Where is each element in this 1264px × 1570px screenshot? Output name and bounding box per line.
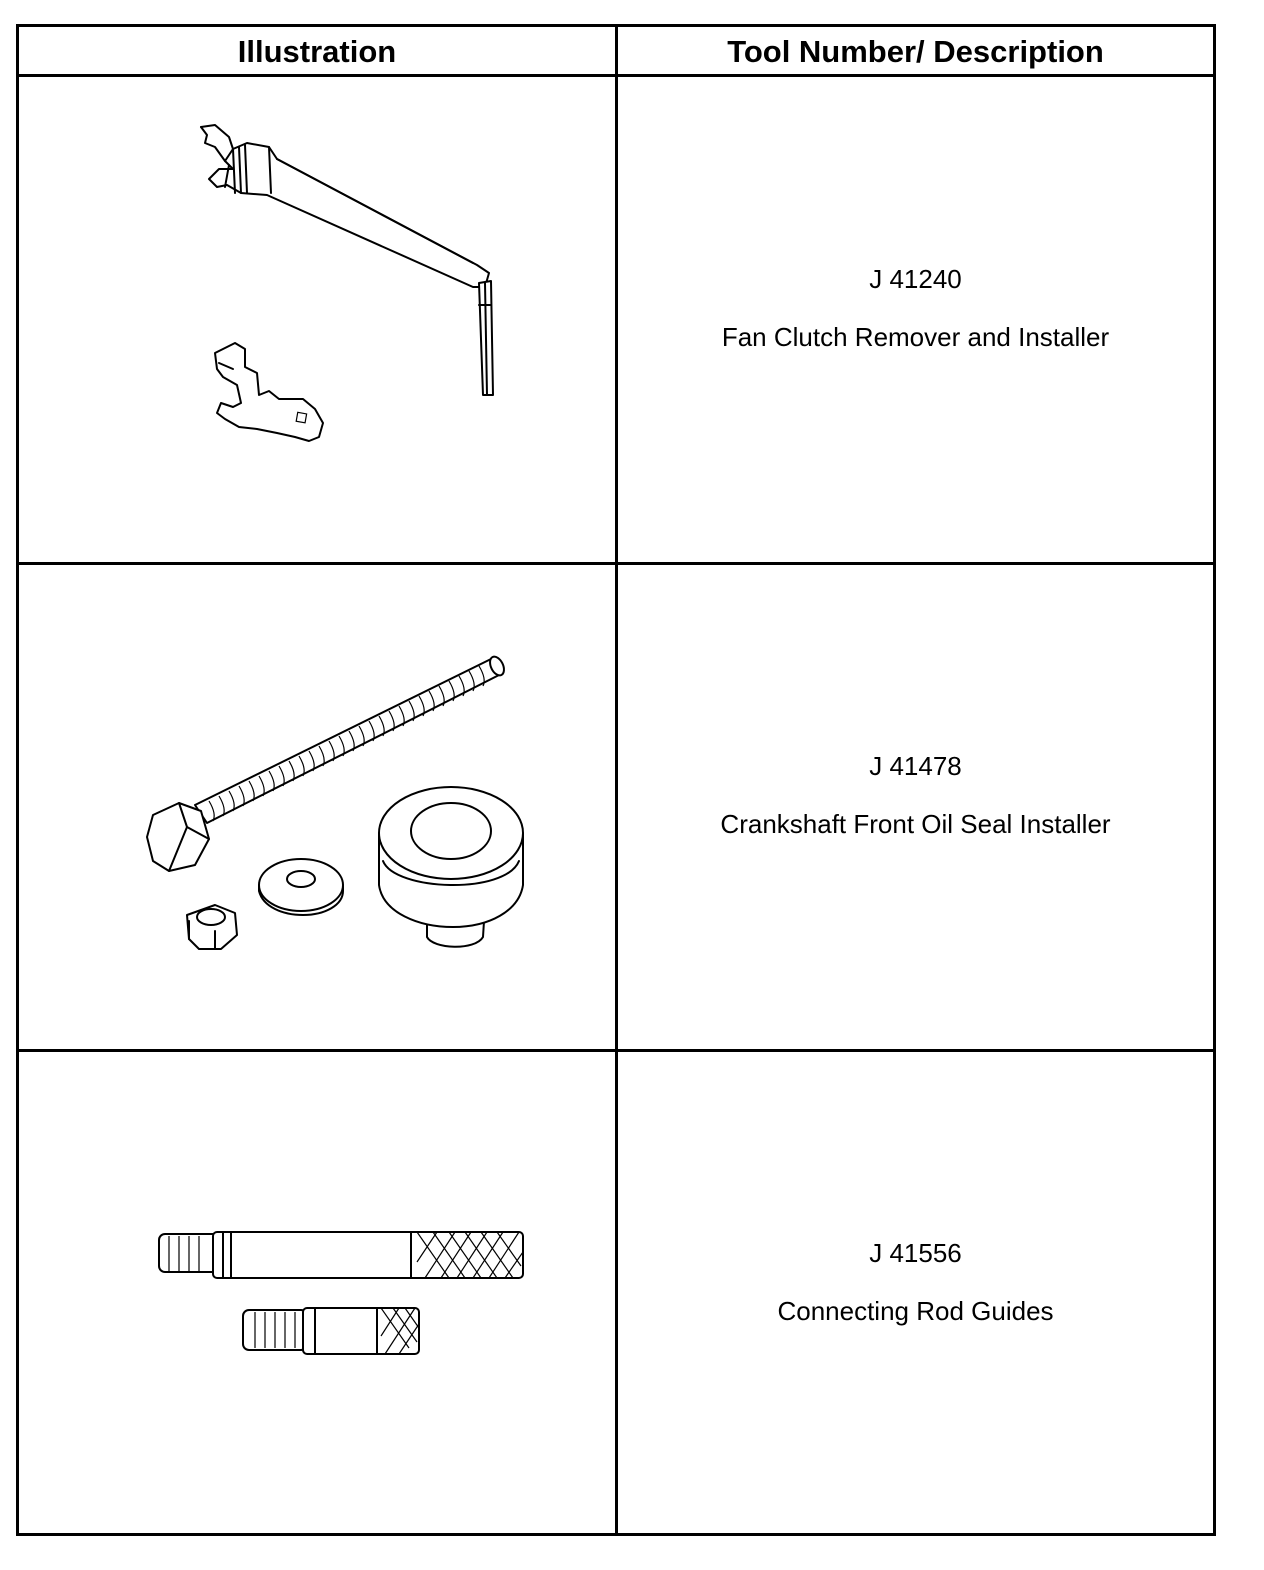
tool-row-1 [618, 77, 1213, 562]
header-illustration: Illustration [237, 34, 397, 69]
tool-table [16, 24, 1216, 1536]
tool-number: J 41240 [869, 264, 962, 294]
oil-seal-installer-illustration [19, 565, 615, 1049]
header-tool-description: Tool Number/ Description [727, 34, 1104, 69]
tool-description: Crankshaft Front Oil Seal Installer [720, 809, 1111, 839]
tool-description: Fan Clutch Remover and Installer [721, 322, 1110, 352]
tool-row-2 [618, 565, 1213, 1049]
rod-guides-illustration [19, 1052, 615, 1536]
tool-row-3 [618, 1052, 1213, 1536]
tool-number: J 41556 [869, 1238, 962, 1268]
fan-clutch-tool-illustration [19, 77, 615, 562]
tool-description: Connecting Rod Guides [777, 1296, 1054, 1326]
tool-number: J 41478 [869, 751, 962, 781]
